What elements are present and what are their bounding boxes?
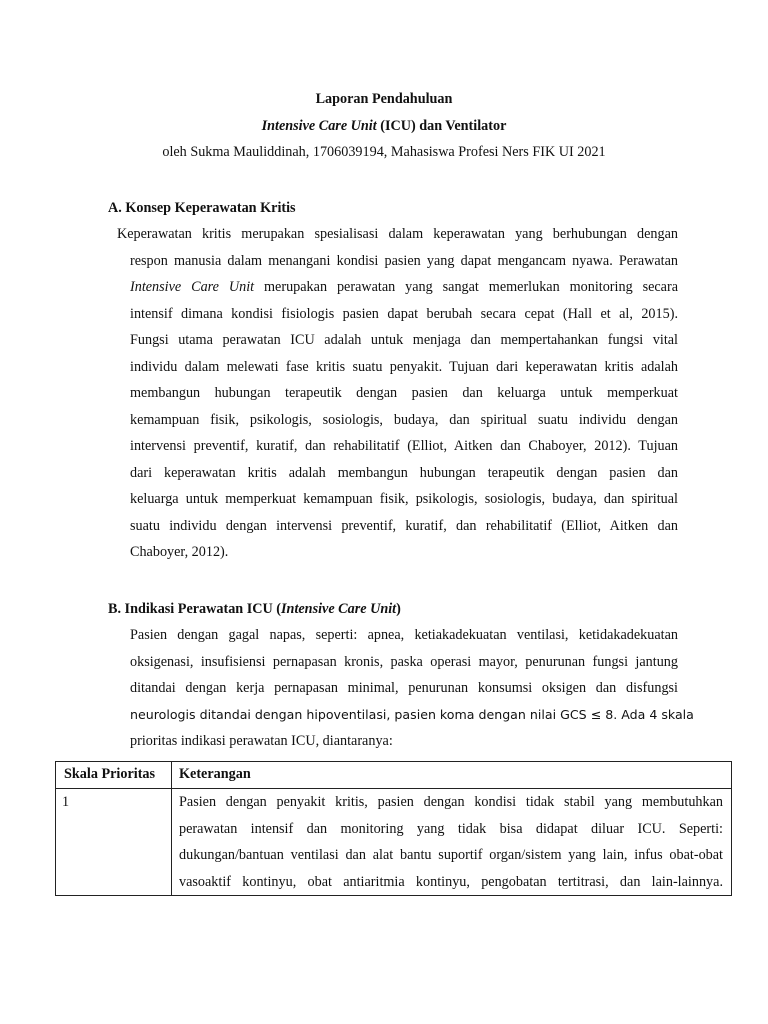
table-row [56,789,732,896]
section-a-line: suatu individu dengan intervensi preventif, kuratif, dan rehabilitatif (Elliot, Aitken dan [130,518,678,534]
section-a-line: kemampuan fisik, psikologis, sosiologis, budaya, dan spiritual suatu individu dengan [130,412,678,428]
section-a-line: respon manusia dalam menangani kondisi pasien yang dapat mengancam nyawa. Perawatan [130,253,678,269]
section-a-line: intensif dimana kondisi fisiologis pasien dapat berubah secara cepat (Hall et al, 2015). [130,306,678,322]
section-b-line: oksigenasi, insufisiensi pernapasan kronis, paska operasi mayor, penurunan fungsi jantung [130,654,678,670]
section-a-line: Keperawatan kritis merupakan spesialisasi dalam keperawatan yang berhubungan dengan [117,226,678,242]
section-a-line: Intensive Care Unit merupakan perawatan yang sangat memerlukan monitoring secara [130,279,679,295]
author-line: oleh Sukma Mauliddinah, 1706039194, Mahasiswa Profesi Ners FIK UI 2021 [162,144,606,160]
section-b-line: prioritas indikasi perawatan ICU, diantaranya: [130,733,393,749]
column-header-description: Keterangan [179,766,251,782]
section-a-line: individu dalam melewati fase kritis suatu penyakit. Tujuan dari keperawatan kritis adalah [130,359,678,375]
description-line: vasoaktif kontinyu, obat antiaritmia kontinyu, pengobatan tertitrasi, dan lain-lainnya. [179,873,723,890]
section-a-line: Fungsi utama perawatan ICU adalah untuk menjaga dan mempertahankan fungsi vital [130,332,678,348]
column-header-scale: Skala Prioritas [64,766,156,782]
table-header-row [56,762,732,789]
report-subtitle [0,117,768,135]
table-header-cell [172,762,732,789]
icu-term-italic: Intensive Care Unit [281,601,397,617]
table-cell-description [172,789,732,896]
section-b-line: neurologis ditandai dengan hipoventilasi, pasien koma dengan nilai GCS ≤ 8. Ada 4 skala [130,707,694,722]
section-a-line: Chaboyer, 2012). [130,544,229,560]
description-line: dukungan/bantuan ventilasi dan alat bantu suportif organ/sistem yang lain, infus obat-obat [179,847,723,863]
icu-term-italic: Intensive Care Unit [130,279,255,295]
priority-table [55,761,732,896]
table-header-cell [56,762,172,789]
table-cell-scale [56,789,172,896]
section-a-line: intervensi preventif, kuratif, dan rehabilitatif (Elliot, Aitken dan Chaboyer, 2012). Tujuan [130,438,678,454]
section-b-line: ditandai dengan kerja pernapasan minimal, penurunan konsumsi oksigen dan disfungsi [130,680,678,696]
section-a-heading: A. Konsep Keperawatan Kritis [108,200,296,216]
description-line: perawatan intensif dan monitoring yang tidak bisa didapat diluar ICU. Seperti: [179,820,723,837]
section-b-heading: B. Indikasi Perawatan ICU (Intensive Care Unit) [108,601,401,617]
subtitle-rest: (ICU) dan Ventilator [376,118,507,134]
description-line: Pasien dengan penyakit kritis, pasien dengan kondisi tidak stabil yang membutuhkan [179,794,723,810]
section-a-line: keluarga untuk memperkuat kemampuan fisik, psikologis, sosiologis, budaya, dan spiritual [130,491,678,507]
section-b-line: Pasien dengan gagal napas, seperti: apnea, ketiakadekuatan ventilasi, ketidakadekuatan [130,627,678,643]
section-a-line: dari keperawatan kritis adalah membangun hubungan terapeutik dengan pasien dan [130,465,678,481]
section-a-line: membangun hubungan terapeutik dengan pasien dan keluarga untuk memperkuat [130,385,678,401]
report-title: Laporan Pendahuluan [315,91,453,107]
priority-number: 1 [62,794,70,810]
subtitle-italic: Intensive Care Unit [261,118,377,134]
